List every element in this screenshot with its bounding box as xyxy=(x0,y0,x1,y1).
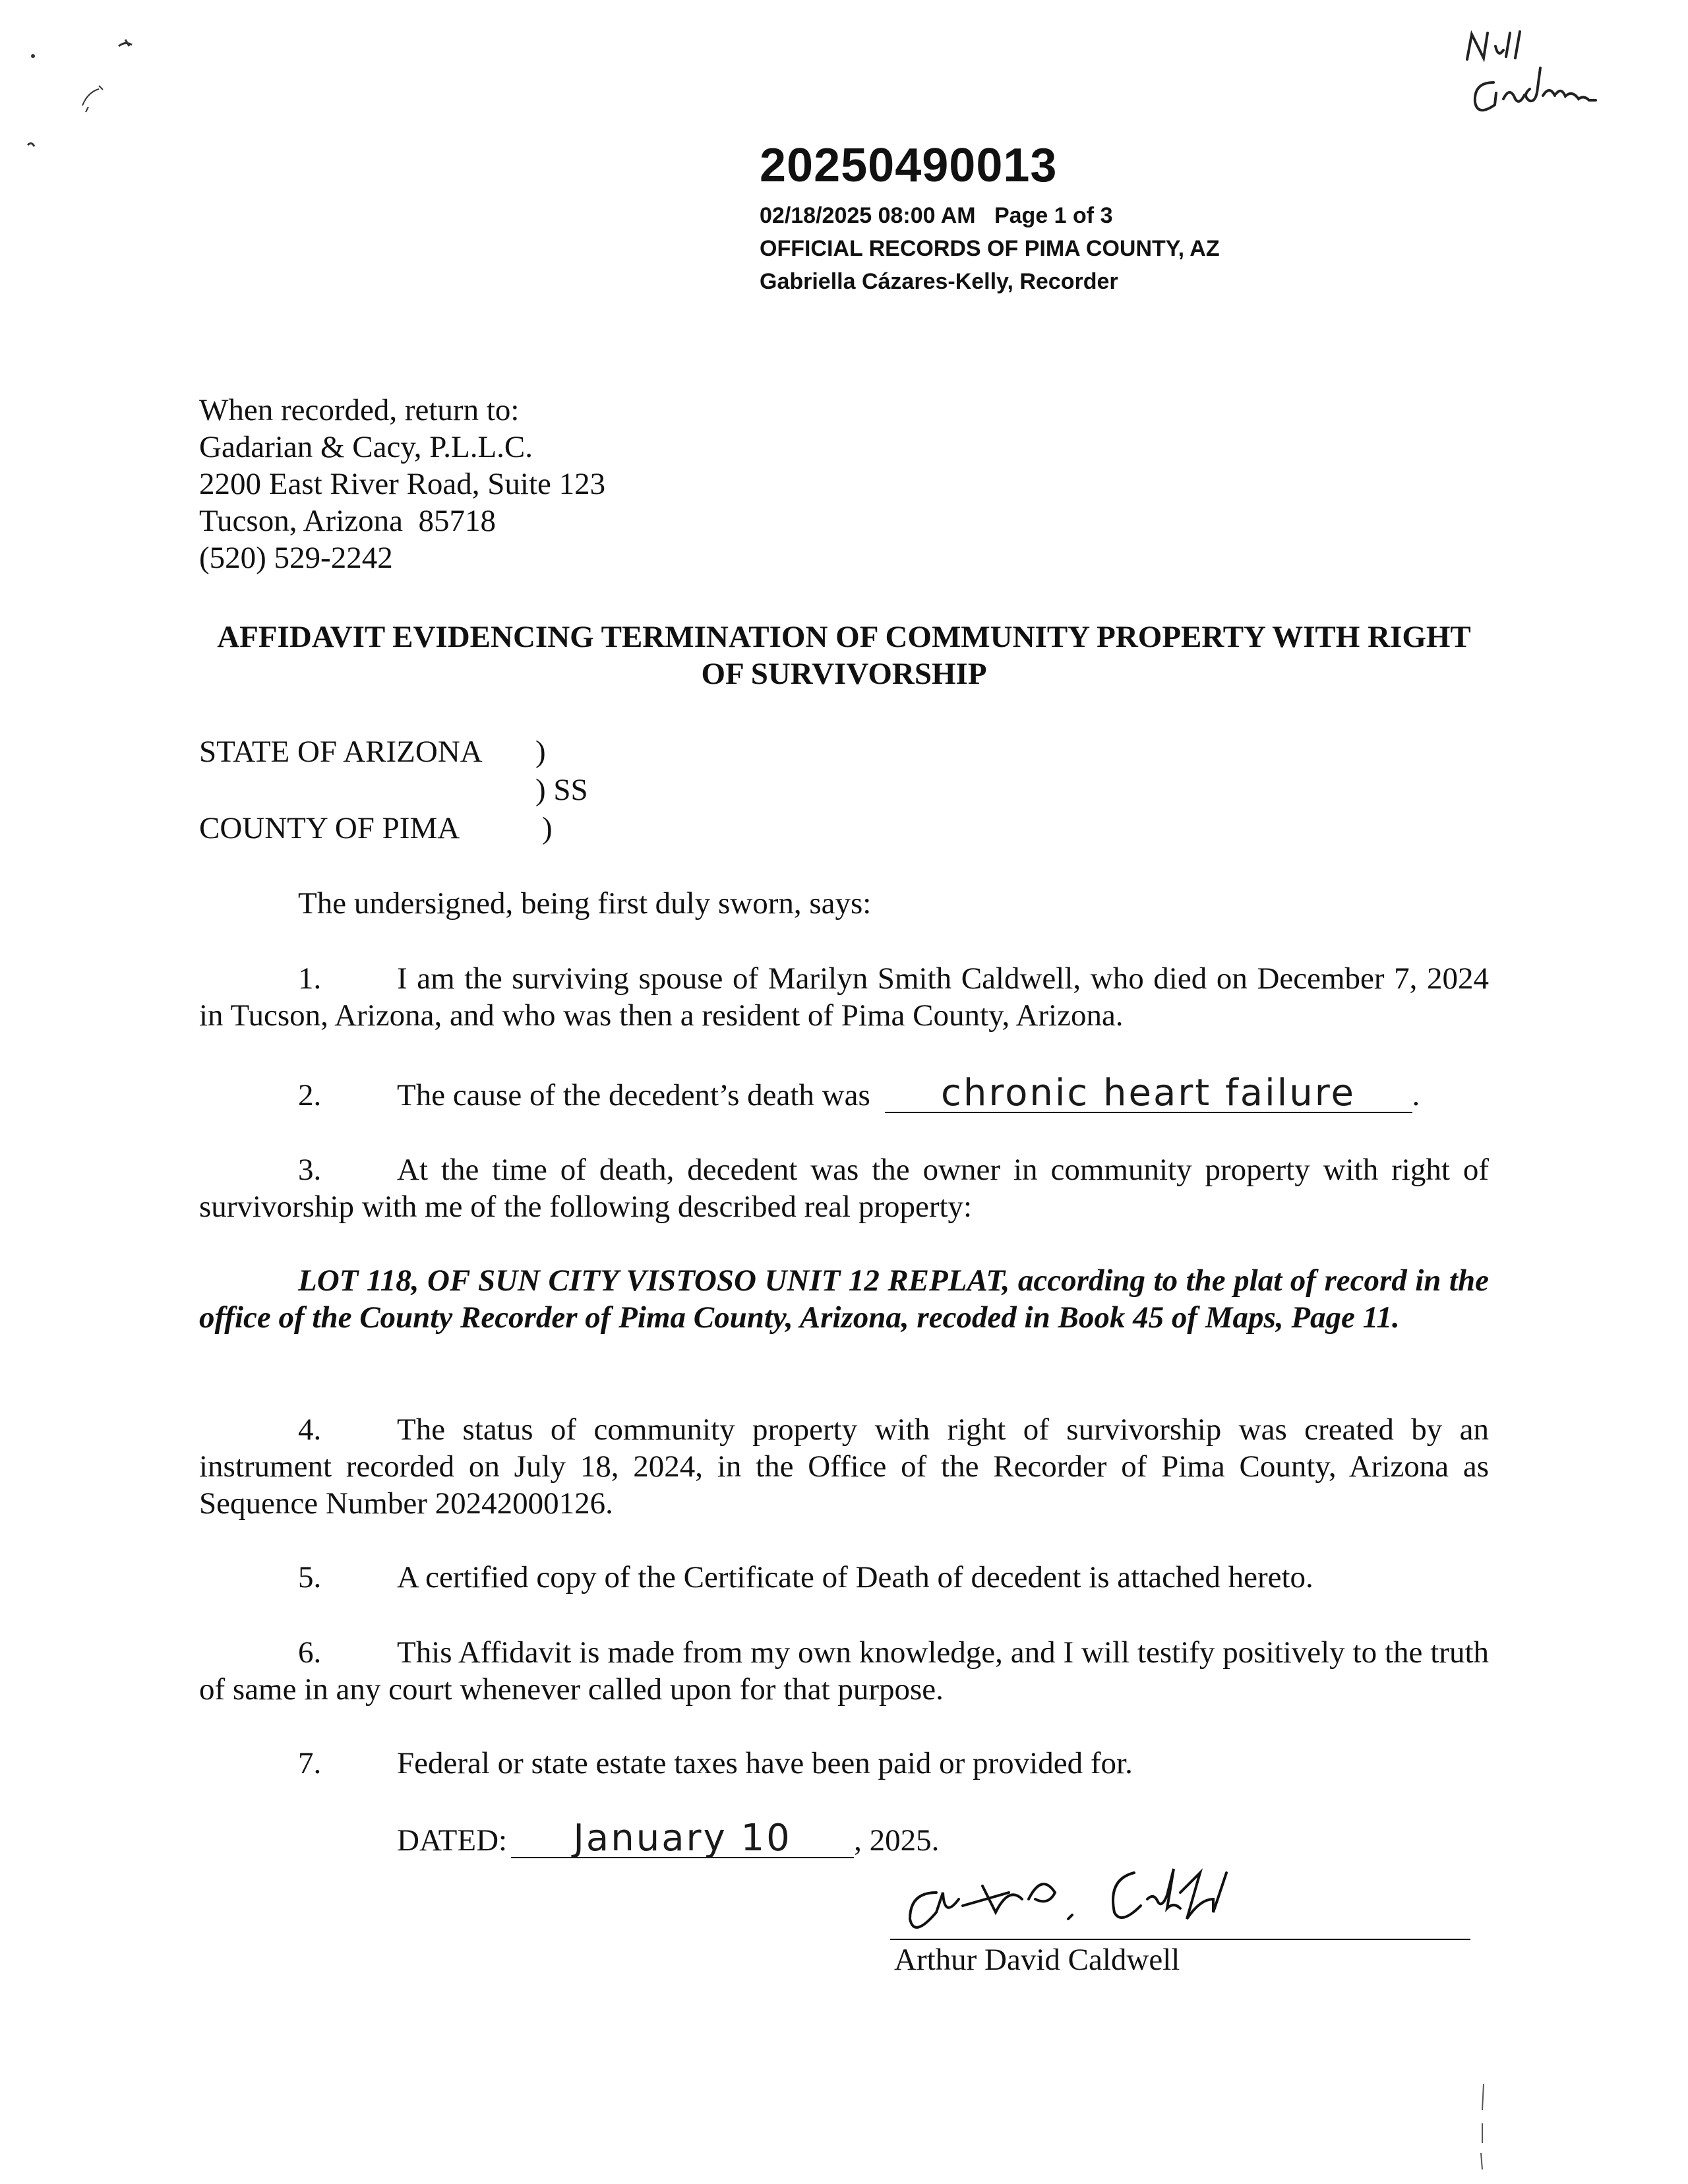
paragraph-4-text: The status of community property with right of survivorship was created by an instrument recorded on July 18, 2024, in the Office of the Recorder of Pima County, Arizona as Sequence Number 20242000126. xyxy=(199,1412,1489,1521)
paragraph-1 xyxy=(199,960,1489,1034)
venue-ss: ) SS xyxy=(535,773,588,807)
paragraph-5-number: 5. xyxy=(298,1560,322,1594)
paragraph-6 xyxy=(199,1634,1489,1708)
intro-text: The undersigned, being first duly sworn, says: xyxy=(298,886,872,921)
dated-line xyxy=(397,1817,940,1860)
dated-label: DATED: xyxy=(397,1823,508,1858)
paragraph-6-text: This Affidavit is made from my own knowledge, and I will testify positively to the truth of same in any court whenever called upon for that purpose. xyxy=(199,1635,1489,1707)
paragraph-4-number: 4. xyxy=(298,1412,322,1447)
paragraph-7 xyxy=(298,1745,1492,1782)
paragraph-3-text: At the time of death, decedent was the owner in community property with right of survivorship with me of the following described real property: xyxy=(199,1153,1489,1224)
return-firm: Gadarian & Cacy, P.L.L.C. xyxy=(199,430,533,464)
document-title: AFFIDAVIT EVIDENCING TERMINATION OF COMMUNITY PROPERTY WITH RIGHT OF SURVIVORSHIP xyxy=(217,620,1471,691)
return-heading: When recorded, return to: xyxy=(199,393,520,427)
paragraph-3 xyxy=(199,1151,1489,1225)
scan-marks xyxy=(20,20,152,165)
venue-paren-1: ) xyxy=(535,735,546,769)
venue-county: COUNTY OF PIMA xyxy=(199,811,460,845)
paragraph-6-number: 6. xyxy=(298,1635,322,1670)
cause-of-death-field: chronic heart failure xyxy=(885,1075,1412,1113)
paragraph-2-end: . xyxy=(1412,1078,1420,1112)
recording-recorder: Gabriella Cázares-Kelly, Recorder xyxy=(760,269,1118,294)
recording-datetime: 02/18/2025 08:00 AM Page 1 of 3 xyxy=(760,203,1113,228)
scan-marks-right xyxy=(1470,2077,1497,2176)
paragraph-4 xyxy=(199,1411,1489,1522)
paragraph-1-text: I am the surviving spouse of Marilyn Smith Caldwell, who died on December 7, 2024 in Tucson, Arizona, and who was then a resident of Pima County, Arizona. xyxy=(199,961,1489,1033)
venue-state: STATE OF ARIZONA xyxy=(199,735,483,769)
recording-office: OFFICIAL RECORDS OF PIMA COUNTY, AZ xyxy=(760,236,1220,261)
paragraph-7-text: Federal or state estate taxes have been paid or provided for. xyxy=(397,1746,1133,1780)
return-city: Tucson, Arizona 85718 xyxy=(199,504,496,538)
paragraph-2-number: 2. xyxy=(298,1078,322,1112)
paragraph-3-number: 3. xyxy=(298,1153,322,1187)
paragraph-2 xyxy=(298,1072,1492,1114)
signature-line xyxy=(890,1939,1470,1940)
handwritten-note xyxy=(1457,20,1629,119)
return-street: 2200 East River Road, Suite 123 xyxy=(199,467,606,501)
signature-image xyxy=(897,1853,1306,1945)
paragraph-7-number: 7. xyxy=(298,1746,322,1780)
return-phone: (520) 529-2242 xyxy=(199,541,393,575)
paragraph-2-text: The cause of the decedent’s death was xyxy=(397,1078,870,1112)
paragraph-5-text: A certified copy of the Certificate of Death of decedent is attached hereto. xyxy=(397,1560,1313,1594)
dated-field: January 10 xyxy=(511,1820,854,1858)
legal-description: LOT 118, OF SUN CITY VISTOSO UNIT 12 REPLAT, according to the plat of record in the office of the County Recorder of Pima County, Arizona, recoded in Book 45 of Maps, Page 11. xyxy=(199,1263,1489,1335)
dated-year: , 2025. xyxy=(854,1823,940,1858)
signer-name: Arthur David Caldwell xyxy=(894,1943,1180,1977)
venue-paren-2: ) xyxy=(542,811,553,845)
recording-number: 20250490013 xyxy=(760,139,1058,192)
paragraph-5 xyxy=(298,1559,1492,1596)
paragraph-1-number: 1. xyxy=(298,961,322,996)
